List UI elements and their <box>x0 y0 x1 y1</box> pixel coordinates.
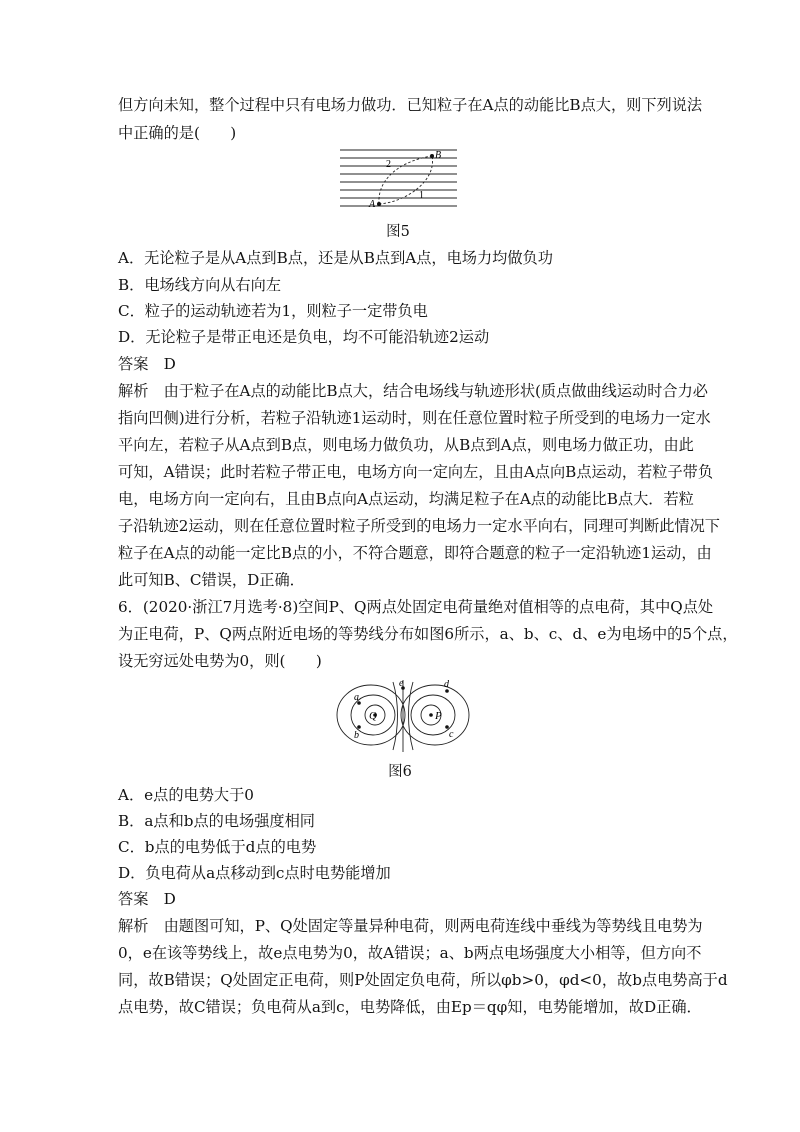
figure-5-caption: 图5 <box>386 224 410 240</box>
label-e: e <box>399 678 404 689</box>
q5-option-d: D．无论粒子是带正电还是负电，均不可能沿轨迹2运动 <box>118 328 490 346</box>
figure-6-equipotential-lines <box>333 676 473 756</box>
point-b-dot <box>357 725 361 729</box>
label-c: c <box>449 729 454 740</box>
q6-stem-line-1: 6．(2020·浙江7月选考·8)空间P、Q两点处固定电荷量绝对值相等的点电荷，其中Q点处 <box>118 598 714 616</box>
q6-explanation-line-1: 解析 由题图可知，P、Q处固定等量异种电荷，则两电荷连线中垂线为等势线且电势为 <box>118 917 703 935</box>
label-d: d <box>444 679 449 690</box>
q5-explanation-line-3: 平向左，若粒子从A点到B点，则电场力做负功，从B点到A点，则电场力做正功，由此 <box>118 436 694 454</box>
label-q: Q <box>369 710 377 722</box>
label-p: P <box>435 710 442 722</box>
q6-option-d: D．负电荷从a点移动到c点时电势能增加 <box>118 864 391 882</box>
q6-option-b: B．a点和b点的电场强度相同 <box>118 812 315 830</box>
q5-option-c: C．粒子的运动轨迹若为1，则粒子一定带负电 <box>118 302 428 320</box>
label-trajectory-2: 2 <box>386 159 391 170</box>
q6-explanation-line-2: 0，e在该等势线上，故e点电势为0，故A错误；a、b两点电场强度大小相等，但方向不 <box>118 944 702 962</box>
q5-option-a: A．无论粒子是从A点到B点，还是从B点到A点，电场力均做负功 <box>118 249 553 267</box>
q6-stem-line-3: 设无穷远处电势为0，则( ) <box>118 652 322 670</box>
label-b: b <box>354 730 359 741</box>
label-a: A <box>369 199 376 210</box>
q5-explanation-line-2: 指向凹侧)进行分析，若粒子沿轨迹1运动时，则在任意位置时粒子所受到的电场力一定水 <box>118 409 711 427</box>
q5-explanation-line-7: 粒子在A点的动能一定比B点的小，不符合题意，即符合题意的粒子一定沿轨迹1运动，由 <box>118 544 712 562</box>
q6-option-c: C．b点的电势低于d点的电势 <box>118 838 317 856</box>
figure-6-caption: 图6 <box>388 764 412 780</box>
point-b-dot <box>430 154 434 158</box>
q5-explanation-line-6: 子沿轨迹2运动，则在任意位置时粒子所受到的电场力一定水平向右，同理可判断此情况下 <box>118 517 720 535</box>
q6-answer: 答案 D <box>118 890 176 908</box>
point-a-dot <box>377 202 381 206</box>
q5-answer: 答案 D <box>118 355 176 373</box>
figure-5-electric-field-lines <box>335 146 460 214</box>
label-a: a <box>354 692 359 703</box>
q5-explanation-line-5: 电，电场方向一定向右，且由B点向A点运动，均满足粒子在A点的动能比B点大．若粒 <box>118 490 694 508</box>
q6-explanation-line-4: 点电势，故C错误；负电荷从a到c，电势降低，由Ep＝qφ知，电势能增加，故D正确． <box>118 998 702 1016</box>
q5-stem-line-1: 但方向未知，整个过程中只有电场力做功．已知粒子在A点的动能比B点大，则下列说法 <box>118 96 703 114</box>
q5-explanation-line-1: 解析 由于粒子在A点的动能比B点大，结合电场线与轨迹形状(质点做曲线运动时合力必 <box>118 382 708 400</box>
q5-stem-line-2: 中正确的是( ) <box>118 124 237 142</box>
q5-option-b: B．电场线方向从右向左 <box>118 276 282 294</box>
label-b: B <box>435 150 442 161</box>
q6-option-a: A．e点的电势大于0 <box>118 786 254 804</box>
q5-explanation-line-4: 可知，A错误；此时若粒子带正电，电场方向一定向左，且由A点向B点运动，若粒子带负 <box>118 463 714 481</box>
q6-explanation-line-3: 同，故B错误；Q处固定正电荷，则P处固定负电荷，所以φb>0，φd<0，故b点电势高于d <box>118 971 728 989</box>
q5-explanation-line-8: 此可知B、C错误，D正确． <box>118 571 305 589</box>
q6-stem-line-2: 为正电荷，P、Q两点附近电场的等势线分布如图6所示，a、b、c、d、e为电场中的5个点， <box>118 625 738 643</box>
label-trajectory-1: 1 <box>419 190 424 201</box>
charge-p-dot <box>429 713 433 717</box>
